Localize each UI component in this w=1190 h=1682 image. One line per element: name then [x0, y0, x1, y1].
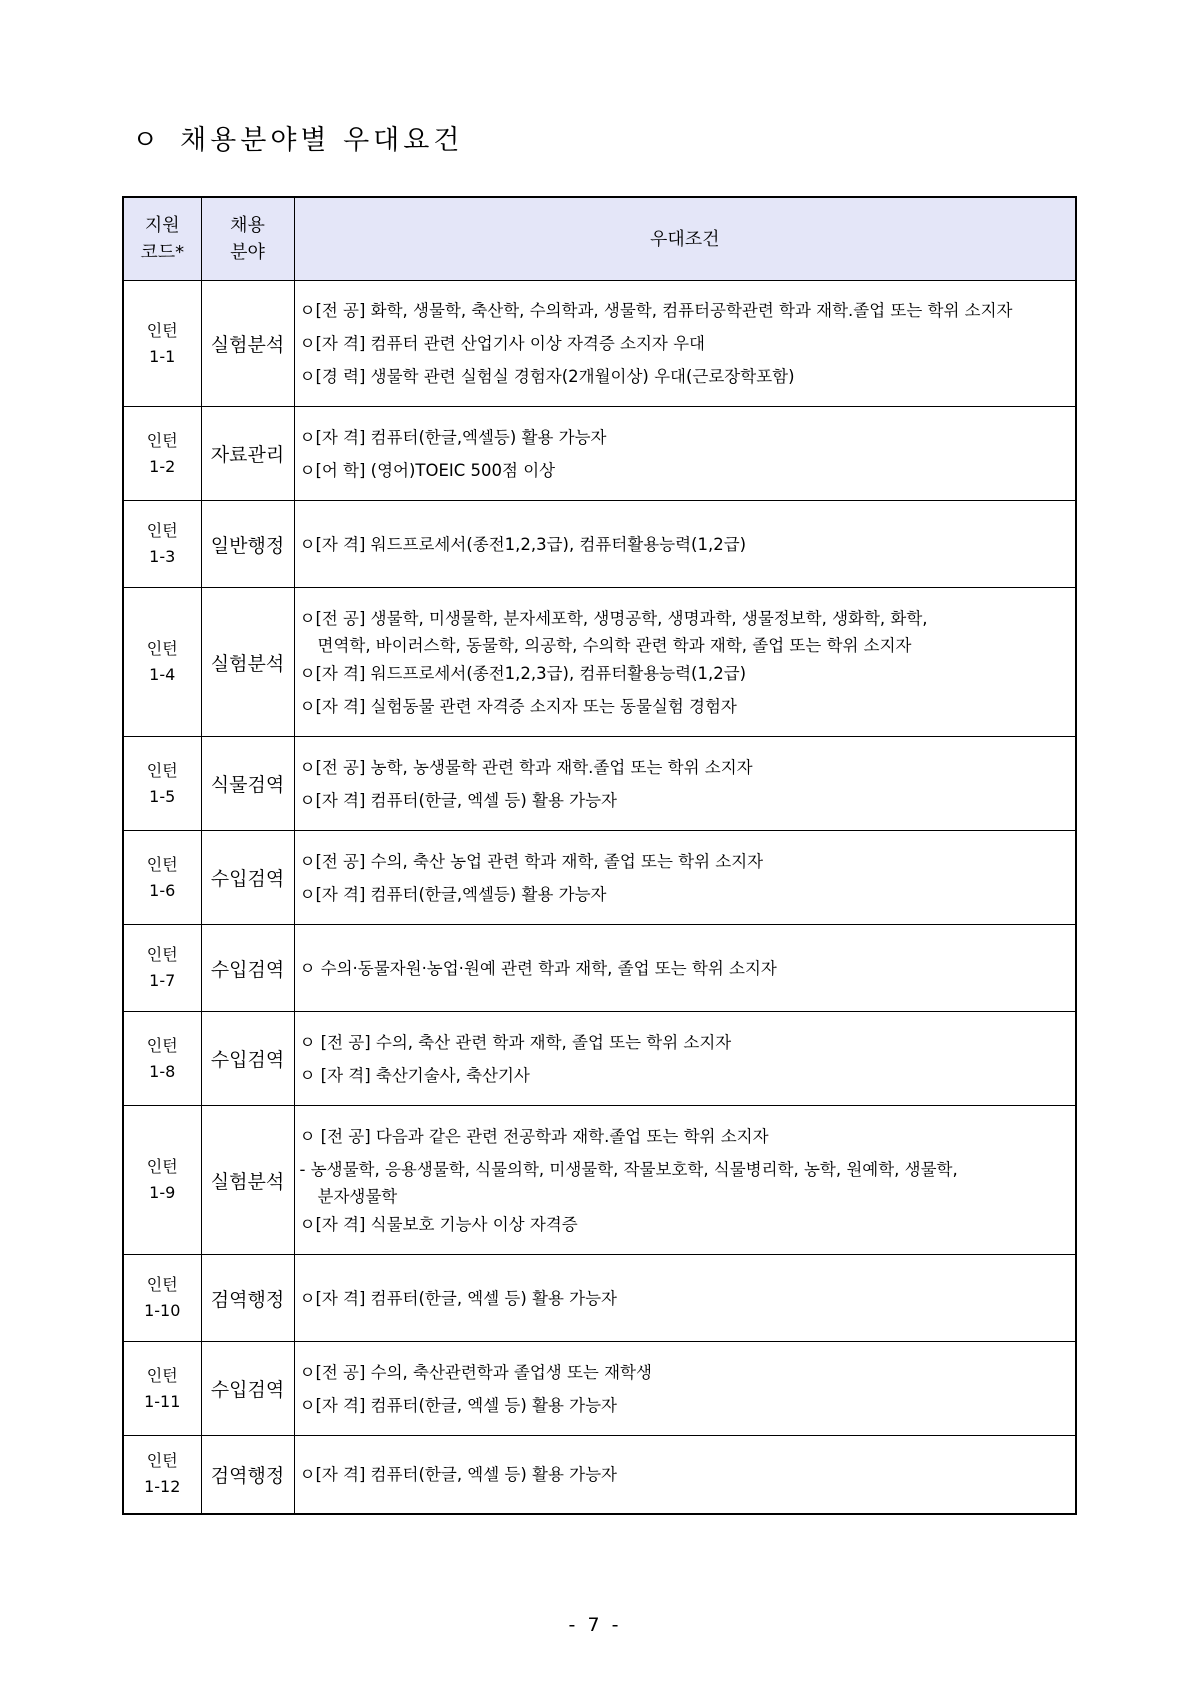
condition-text: ㅇ[자 격] 식물보호 기능사 이상 자격증 [299, 1214, 578, 1234]
condition-line [300, 421, 1072, 454]
row-code-type: 인턴 [146, 945, 178, 964]
page-number: - 7 - [568, 1614, 622, 1636]
condition-line [300, 1356, 1072, 1389]
row-field: 수입검역 [201, 831, 294, 925]
table-body [123, 281, 1076, 1514]
table-row [123, 1012, 1076, 1106]
row-code-number: 1-11 [144, 1391, 181, 1411]
row-field: 식물검역 [201, 737, 294, 831]
row-conditions [294, 588, 1076, 737]
condition-text: ㅇ[자 격] 컴퓨터(한글,엑셀등) 활용 가능자 [299, 427, 607, 447]
row-code-type: 인턴 [146, 1451, 178, 1471]
row-conditions [294, 925, 1076, 1012]
row-field: 일반행정 [201, 501, 294, 588]
condition-text: ㅇ[자 격] 컴퓨터(한글, 엑셀 등) 활용 가능자 [299, 1395, 617, 1415]
header-code-line2: 코드* [140, 242, 185, 263]
condition-text: ㅇ[자 격] 컴퓨터(한글, 엑셀 등) 활용 가능자 [299, 790, 617, 810]
row-code-number: 1-5 [149, 786, 176, 806]
condition-line [300, 1186, 1072, 1208]
table-row [123, 1342, 1076, 1436]
row-field: 실험분석 [201, 588, 294, 737]
condition-text: ㅇ[자 격] 워드프로세서(종전1,2,3급), 컴퓨터활용능력(1,2급) [299, 534, 747, 554]
condition-text: - 농생물학, 응용생물학, 식물의학, 미생물학, 작물보호학, 식물병리학, 농학, 원예학, 생물학, [299, 1159, 958, 1179]
row-code-number: 1-2 [149, 456, 176, 476]
header-field-line1: 채용 [230, 215, 265, 236]
condition-line [300, 784, 1072, 817]
row-code [123, 737, 201, 831]
condition-text: ㅇ[전 공] 생물학, 미생물학, 분자세포학, 생명공학, 생명과학, 생물정보학, 생화학, 화학, [299, 608, 928, 628]
header-field-line2: 분야 [230, 242, 265, 263]
header-conditions: 우대조건 [294, 197, 1076, 281]
header-code-line1: 지원 [144, 215, 180, 236]
condition-text: ㅇ[어 학] (영어)TOEIC 500점 이상 [299, 460, 556, 480]
condition-line [300, 1059, 1072, 1092]
condition-line [300, 690, 1072, 723]
row-conditions [294, 831, 1076, 925]
condition-text: ㅇ[경 력] 생물학 관련 실험실 경험자(2개월이상) 우대(근로장학포함) [299, 367, 795, 386]
condition-line [300, 657, 1072, 690]
row-conditions [294, 1255, 1076, 1342]
table-row [123, 831, 1076, 925]
row-code [123, 281, 201, 407]
row-code-type: 인턴 [146, 1365, 178, 1385]
condition-line [300, 327, 1072, 360]
condition-text: ㅇ[전 공] 수의, 축산 농업 관련 학과 재학, 졸업 또는 학위 소지자 [299, 851, 764, 871]
condition-text: ㅇ[자 격] 워드프로세서(종전1,2,3급), 컴퓨터활용능력(1,2급) [299, 663, 747, 683]
row-conditions [294, 281, 1076, 407]
table-row [123, 1436, 1076, 1514]
row-code-type: 인턴 [146, 521, 178, 540]
row-code-number: 1-1 [149, 346, 176, 366]
table-row [123, 501, 1076, 588]
condition-text: ㅇ [자 격] 축산기술사, 축산기사 [299, 1065, 530, 1085]
condition-text: ㅇ[자 격] 실험동물 관련 자격증 소지자 또는 동물실험 경험자 [299, 696, 737, 716]
row-code-number: 1-4 [149, 665, 176, 684]
condition-text: ㅇ[전 공] 화학, 생물학, 축산학, 수의학과, 생물학, 컴퓨터공학관련 학과 재학.졸업 또는 학위 소지자 [299, 301, 1013, 320]
condition-text: ㅇ [전 공] 다음과 같은 관련 전공학과 재학.졸업 또는 학위 소지자 [299, 1126, 769, 1146]
row-code [123, 1012, 201, 1106]
row-code [123, 1342, 201, 1436]
row-field: 수입검역 [201, 1342, 294, 1436]
condition-line [300, 952, 1072, 985]
row-field: 실험분석 [201, 1106, 294, 1255]
row-conditions [294, 1436, 1076, 1514]
row-code-type: 인턴 [146, 1157, 178, 1176]
row-conditions [294, 501, 1076, 588]
row-field: 검역행정 [201, 1255, 294, 1342]
preference-conditions-table [122, 196, 1077, 1515]
condition-line [300, 1282, 1072, 1315]
heading-bullet: ㅇ [132, 125, 163, 156]
table-row [123, 588, 1076, 737]
row-field: 실험분석 [201, 281, 294, 407]
condition-line [300, 1458, 1072, 1491]
condition-line [300, 1026, 1072, 1059]
table-row [123, 1106, 1076, 1255]
condition-text: ㅇ[전 공] 수의, 축산관련학과 졸업생 또는 재학생 [299, 1362, 652, 1382]
condition-line [300, 1153, 1072, 1186]
row-field: 수입검역 [201, 1012, 294, 1106]
row-code [123, 588, 201, 737]
condition-text: ㅇ[자 격] 컴퓨터(한글,엑셀등) 활용 가능자 [299, 884, 607, 904]
condition-text: 분자생물학 [317, 1186, 398, 1206]
condition-line [300, 1208, 1072, 1241]
row-code-number: 1-8 [149, 1061, 176, 1081]
condition-line [300, 635, 1072, 657]
condition-line [300, 845, 1072, 878]
table-row [123, 925, 1076, 1012]
row-code-number: 1-9 [149, 1183, 176, 1202]
heading-title: 채용분야별 우대요건 [180, 125, 464, 156]
row-code-type: 인턴 [146, 1035, 178, 1055]
condition-text: ㅇ[자 격] 컴퓨터(한글, 엑셀 등) 활용 가능자 [299, 1288, 617, 1308]
condition-line [300, 602, 1072, 635]
page-heading [132, 118, 463, 157]
row-code-number: 1-10 [144, 1301, 181, 1320]
table-row [123, 407, 1076, 501]
condition-line [300, 751, 1072, 784]
condition-line [300, 878, 1072, 911]
condition-line [300, 1120, 1072, 1153]
row-conditions [294, 1106, 1076, 1255]
row-code [123, 501, 201, 588]
row-code-type: 인턴 [146, 320, 178, 340]
row-code [123, 1106, 201, 1255]
row-field: 자료관리 [201, 407, 294, 501]
condition-line [300, 294, 1072, 327]
row-conditions [294, 737, 1076, 831]
row-code-type: 인턴 [146, 430, 178, 450]
row-code [123, 925, 201, 1012]
row-code-type: 인턴 [146, 1275, 178, 1294]
condition-text: ㅇ [전 공] 수의, 축산 관련 학과 재학, 졸업 또는 학위 소지자 [299, 1032, 732, 1052]
row-field: 검역행정 [201, 1436, 294, 1514]
condition-line [300, 360, 1072, 393]
row-code-type: 인턴 [146, 854, 178, 874]
row-conditions [294, 1342, 1076, 1436]
row-code-number: 1-3 [149, 547, 176, 566]
condition-text: ㅇ[자 격] 컴퓨터 관련 산업기사 이상 자격증 소지자 우대 [299, 334, 705, 353]
row-code [123, 407, 201, 501]
header-field [201, 197, 294, 281]
table-row [123, 281, 1076, 407]
row-code-number: 1-6 [149, 880, 176, 900]
row-code [123, 1436, 201, 1514]
row-code-number: 1-12 [144, 1477, 181, 1497]
row-conditions [294, 1012, 1076, 1106]
row-code [123, 831, 201, 925]
row-code [123, 1255, 201, 1342]
row-conditions [294, 407, 1076, 501]
table-row [123, 1255, 1076, 1342]
row-code-type: 인턴 [146, 639, 178, 658]
row-code-type: 인턴 [146, 760, 178, 780]
table-header-row [123, 197, 1076, 281]
condition-line [300, 1389, 1072, 1422]
condition-line [300, 454, 1072, 487]
condition-text: ㅇ[전 공] 농학, 농생물학 관련 학과 재학.졸업 또는 학위 소지자 [299, 757, 753, 777]
condition-text: 면역학, 바이러스학, 동물학, 의공학, 수의학 관련 학과 재학, 졸업 또는 학위 소지자 [317, 635, 912, 655]
condition-text: ㅇ[자 격] 컴퓨터(한글, 엑셀 등) 활용 가능자 [299, 1464, 617, 1484]
row-field: 수입검역 [201, 925, 294, 1012]
table-row [123, 737, 1076, 831]
row-code-number: 1-7 [149, 971, 176, 990]
header-code [123, 197, 201, 281]
condition-line [300, 528, 1072, 561]
condition-text: ㅇ 수의·동물자원·농업·원예 관련 학과 재학, 졸업 또는 학위 소지자 [299, 958, 777, 978]
